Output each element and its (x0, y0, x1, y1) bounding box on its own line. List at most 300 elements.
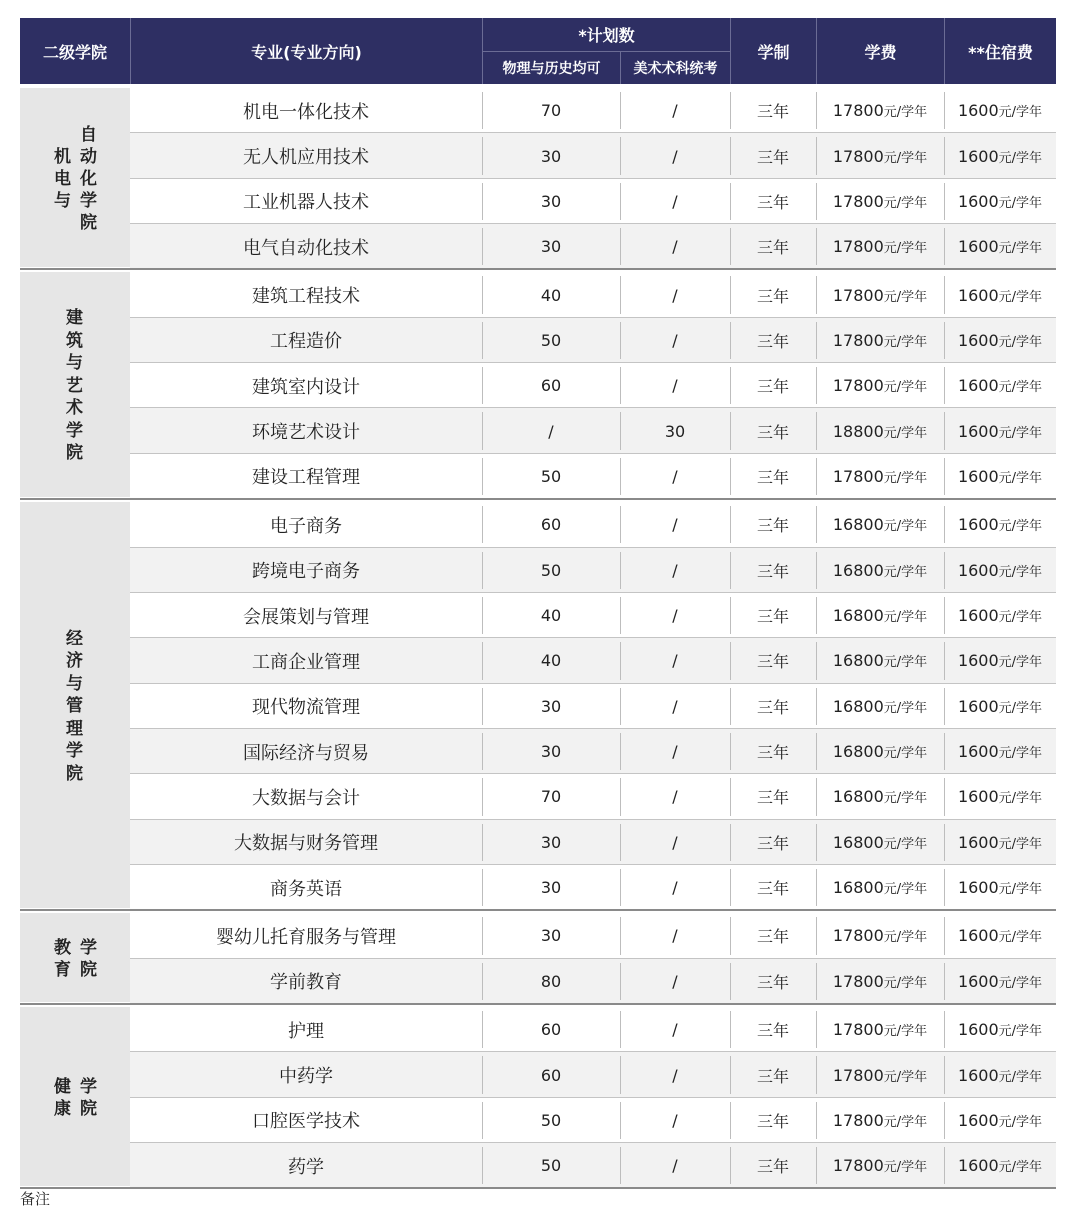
tuition-amount: 16800 (832, 606, 884, 626)
fee-unit: 元/学年 (883, 975, 928, 991)
fee-unit: 元/学年 (883, 105, 928, 121)
column-divider (482, 733, 483, 770)
college-char: 济 (66, 651, 83, 672)
cell-dorm (944, 684, 1056, 729)
header-college: 二级学院 (20, 18, 130, 84)
cell-tuition (816, 684, 944, 729)
cell-plan1: 60 (540, 376, 562, 396)
dorm-amount: 1600 (957, 560, 999, 580)
column-divider (944, 917, 945, 954)
cell-plan1: 50 (540, 1110, 562, 1130)
column-divider (730, 506, 731, 543)
header-dorm-fee: **住宿费 (944, 18, 1056, 84)
college-char: 理 (66, 718, 83, 739)
column-divider (944, 228, 945, 265)
column-divider (816, 458, 817, 495)
dorm-amount: 1600 (957, 832, 999, 852)
column-divider (730, 917, 731, 954)
table-row (130, 1007, 1056, 1052)
fee-unit: 元/学年 (883, 746, 928, 762)
column-divider (730, 1147, 731, 1184)
fee-unit: 元/学年 (998, 610, 1043, 626)
cell-tuition (816, 1007, 944, 1052)
cell-major: 会展策划与管理 (243, 606, 369, 628)
tuition-amount: 17800 (832, 1110, 884, 1130)
cell-plan1: 60 (540, 1065, 562, 1085)
dorm-amount: 1600 (957, 1020, 999, 1040)
cell-tuition (816, 1052, 944, 1097)
fee-unit: 元/学年 (998, 380, 1043, 396)
table-row (130, 363, 1056, 408)
column-divider (944, 869, 945, 906)
cell-dorm (944, 1052, 1056, 1097)
column-divider (944, 642, 945, 679)
cell-duration: 三年 (756, 331, 789, 351)
cell-plan2: / (672, 376, 678, 396)
column-divider (482, 412, 483, 449)
college-char: 学 (66, 741, 83, 762)
column-divider (620, 1011, 621, 1048)
column-divider (620, 688, 621, 725)
column-divider (620, 1147, 621, 1184)
college-char: 经 (66, 628, 83, 649)
dorm-amount: 1600 (957, 146, 999, 166)
cell-major: 电气自动化技术 (243, 237, 369, 259)
tuition-amount: 17800 (832, 971, 884, 991)
cell-dorm (944, 454, 1056, 499)
table-row (130, 454, 1056, 499)
college-char: 学 (80, 1076, 97, 1097)
cell-dorm (944, 1098, 1056, 1143)
column-divider (482, 642, 483, 679)
cell-tuition (816, 88, 944, 133)
college-char: 与 (66, 353, 83, 374)
tuition-amount: 17800 (832, 146, 884, 166)
fee-unit: 元/学年 (883, 470, 928, 486)
cell-plan1: 50 (540, 1156, 562, 1176)
college-label (20, 913, 130, 1002)
cell-major: 学前教育 (270, 972, 342, 994)
tuition-amount: 16800 (832, 742, 884, 762)
fee-unit: 元/学年 (883, 836, 928, 852)
column-divider (730, 137, 731, 174)
column-divider (816, 778, 817, 815)
cell-duration: 三年 (756, 102, 789, 122)
dorm-amount: 1600 (957, 742, 999, 762)
cell-tuition (816, 548, 944, 593)
table-row (130, 638, 1056, 683)
cell-major: 机电一体化技术 (243, 101, 369, 123)
college-char: 术 (66, 398, 83, 419)
column-divider (944, 276, 945, 313)
cell-plan2: / (672, 466, 678, 486)
column-divider (944, 824, 945, 861)
dorm-amount: 1600 (957, 515, 999, 535)
column-divider (730, 458, 731, 495)
cell-tuition (816, 593, 944, 638)
column-divider (944, 183, 945, 220)
column-divider (944, 1102, 945, 1139)
column-divider (730, 824, 731, 861)
column-divider (944, 1011, 945, 1048)
column-divider (730, 183, 731, 220)
cell-dorm (944, 865, 1056, 910)
tuition-amount: 18800 (832, 421, 884, 441)
cell-major: 工业机器人技术 (243, 192, 369, 214)
cell-duration: 三年 (756, 467, 789, 487)
cell-dorm (944, 593, 1056, 638)
table-row (130, 913, 1056, 958)
cell-duration: 三年 (756, 879, 789, 899)
cell-dorm (944, 133, 1056, 178)
group-divider (20, 1003, 1056, 1005)
cell-major: 护理 (288, 1020, 324, 1042)
cell-dorm (944, 88, 1056, 133)
cell-duration: 三年 (756, 192, 789, 212)
fee-unit: 元/学年 (998, 1069, 1043, 1085)
column-divider (944, 506, 945, 543)
column-divider (482, 322, 483, 359)
column-divider (620, 458, 621, 495)
cell-plan2: / (672, 1020, 678, 1040)
cell-dorm (944, 1007, 1056, 1052)
dorm-amount: 1600 (957, 606, 999, 626)
dorm-amount: 1600 (957, 787, 999, 807)
college-char: 学 (80, 937, 97, 958)
column-divider (816, 322, 817, 359)
column-divider (482, 778, 483, 815)
cell-major: 跨境电子商务 (252, 561, 360, 583)
fee-unit: 元/学年 (883, 564, 928, 580)
cell-plan2: / (672, 787, 678, 807)
cell-major: 商务英语 (270, 878, 342, 900)
fee-unit: 元/学年 (998, 470, 1043, 486)
column-divider (620, 642, 621, 679)
cell-plan1: 80 (540, 971, 562, 991)
dorm-amount: 1600 (957, 1065, 999, 1085)
column-divider (730, 869, 731, 906)
cell-plan2: / (672, 878, 678, 898)
fee-unit: 元/学年 (998, 105, 1043, 121)
table-row (130, 959, 1056, 1004)
cell-duration: 三年 (756, 147, 789, 167)
college-char: 康 (54, 1098, 71, 1119)
column-divider (482, 869, 483, 906)
cell-plan2: / (672, 560, 678, 580)
cell-duration: 三年 (756, 743, 789, 763)
footer-note: 备注 (20, 1190, 51, 1208)
fee-unit: 元/学年 (883, 289, 928, 305)
college-char: 学 (80, 190, 97, 211)
cell-duration: 三年 (756, 561, 789, 581)
cell-dorm (944, 1143, 1056, 1188)
dorm-amount: 1600 (957, 926, 999, 946)
column-divider (482, 276, 483, 313)
cell-major: 中药学 (279, 1066, 333, 1088)
column-divider (730, 92, 731, 129)
column-divider (816, 367, 817, 404)
college-char: 自 (80, 124, 97, 145)
college-char: 院 (80, 959, 97, 980)
fee-unit: 元/学年 (998, 150, 1043, 166)
college-char: 与 (54, 190, 71, 211)
fee-unit: 元/学年 (883, 1160, 928, 1176)
cell-plan2: / (672, 330, 678, 350)
column-divider (620, 183, 621, 220)
column-divider (730, 778, 731, 815)
table-row (130, 502, 1056, 547)
column-divider (482, 228, 483, 265)
fee-unit: 元/学年 (998, 195, 1043, 211)
tuition-amount: 17800 (832, 191, 884, 211)
cell-plan2: / (672, 515, 678, 535)
column-divider (620, 552, 621, 589)
column-divider (620, 824, 621, 861)
cell-major: 大数据与会计 (252, 787, 360, 809)
tuition-amount: 17800 (832, 376, 884, 396)
fee-unit: 元/学年 (883, 334, 928, 350)
cell-plan1: 30 (540, 878, 562, 898)
cell-tuition (816, 179, 944, 224)
fee-unit: 元/学年 (998, 241, 1043, 257)
column-divider (944, 552, 945, 589)
cell-plan2: / (672, 696, 678, 716)
column-divider (620, 597, 621, 634)
cell-dorm (944, 820, 1056, 865)
column-divider (482, 1011, 483, 1048)
fee-unit: 元/学年 (883, 519, 928, 535)
cell-plan1: 60 (540, 515, 562, 535)
cell-major: 建设工程管理 (252, 467, 360, 489)
cell-dorm (944, 774, 1056, 819)
table-row (130, 224, 1056, 269)
cell-duration: 三年 (756, 833, 789, 853)
column-divider (730, 228, 731, 265)
college-label (20, 1007, 130, 1186)
column-divider (482, 458, 483, 495)
column-divider (730, 1056, 731, 1093)
column-divider (482, 1056, 483, 1093)
cell-duration: 三年 (756, 1066, 789, 1086)
cell-plan2: / (672, 1065, 678, 1085)
college-char: 电 (54, 168, 71, 189)
column-divider (944, 367, 945, 404)
cell-dorm (944, 224, 1056, 269)
column-divider (944, 322, 945, 359)
cell-duration: 三年 (756, 788, 789, 808)
group-divider (20, 268, 1056, 270)
college-char: 机 (54, 146, 71, 167)
cell-major: 建筑室内设计 (252, 376, 360, 398)
cell-major: 现代物流管理 (252, 697, 360, 719)
cell-plan2: / (672, 146, 678, 166)
dorm-amount: 1600 (957, 971, 999, 991)
cell-duration: 三年 (756, 927, 789, 947)
cell-tuition (816, 318, 944, 363)
cell-plan1: 60 (540, 1020, 562, 1040)
column-divider (620, 1102, 621, 1139)
header-major: 专业(专业方向) (130, 18, 482, 84)
column-divider (620, 869, 621, 906)
cell-dorm (944, 502, 1056, 547)
cell-major: 建筑工程技术 (252, 286, 360, 308)
column-divider (944, 733, 945, 770)
tuition-amount: 16800 (832, 878, 884, 898)
column-divider (730, 1102, 731, 1139)
dorm-amount: 1600 (957, 466, 999, 486)
cell-major: 工商企业管理 (252, 651, 360, 673)
cell-dorm (944, 913, 1056, 958)
fee-unit: 元/学年 (998, 1114, 1043, 1130)
cell-plan1: 30 (540, 237, 562, 257)
cell-tuition (816, 272, 944, 317)
column-divider (620, 733, 621, 770)
column-divider (944, 92, 945, 129)
cell-plan2: 30 (664, 421, 686, 441)
cell-plan2: / (672, 1110, 678, 1130)
column-divider (816, 733, 817, 770)
column-divider (944, 458, 945, 495)
fee-unit: 元/学年 (998, 289, 1043, 305)
tuition-amount: 17800 (832, 237, 884, 257)
cell-plan1: 30 (540, 926, 562, 946)
column-divider (816, 963, 817, 1000)
cell-plan2: / (672, 191, 678, 211)
column-divider (620, 228, 621, 265)
column-divider (620, 917, 621, 954)
cell-dorm (944, 272, 1056, 317)
tuition-amount: 16800 (832, 787, 884, 807)
dorm-amount: 1600 (957, 696, 999, 716)
fee-unit: 元/学年 (883, 610, 928, 626)
column-divider (944, 412, 945, 449)
fee-unit: 元/学年 (998, 700, 1043, 716)
column-divider (730, 688, 731, 725)
column-divider (730, 412, 731, 449)
college-char: 建 (66, 308, 83, 329)
college-char: 学 (66, 420, 83, 441)
cell-dorm (944, 548, 1056, 593)
group-divider (20, 1187, 1056, 1189)
cell-major: 无人机应用技术 (243, 147, 369, 169)
cell-major: 药学 (288, 1156, 324, 1178)
column-divider (816, 1147, 817, 1184)
cell-tuition (816, 1143, 944, 1188)
cell-plan1: 40 (540, 606, 562, 626)
column-divider (944, 778, 945, 815)
table-row (130, 318, 1056, 363)
table-row (130, 1052, 1056, 1097)
fee-unit: 元/学年 (883, 1024, 928, 1040)
fee-unit: 元/学年 (883, 791, 928, 807)
column-divider (482, 824, 483, 861)
column-divider (816, 597, 817, 634)
table-row (130, 729, 1056, 774)
table-row (130, 1098, 1056, 1143)
column-divider (482, 552, 483, 589)
fee-unit: 元/学年 (883, 241, 928, 257)
column-divider (730, 733, 731, 770)
fee-unit: 元/学年 (883, 1114, 928, 1130)
column-divider (482, 597, 483, 634)
college-char: 化 (80, 168, 97, 189)
cell-plan1: 40 (540, 651, 562, 671)
cell-plan1: 30 (540, 146, 562, 166)
column-divider (482, 688, 483, 725)
column-divider (620, 92, 621, 129)
fee-unit: 元/学年 (998, 1160, 1043, 1176)
table-row (130, 820, 1056, 865)
column-divider (730, 367, 731, 404)
college-char: 院 (66, 443, 83, 464)
column-divider (816, 552, 817, 589)
cell-plan1: 30 (540, 832, 562, 852)
tuition-amount: 16800 (832, 560, 884, 580)
cell-plan2: / (672, 1156, 678, 1176)
column-divider (620, 963, 621, 1000)
column-divider (482, 506, 483, 543)
table-row (130, 272, 1056, 317)
dorm-amount: 1600 (957, 330, 999, 350)
cell-tuition (816, 363, 944, 408)
college-char: 与 (66, 673, 83, 694)
column-divider (816, 688, 817, 725)
cell-plan1: / (548, 421, 554, 441)
cell-dorm (944, 959, 1056, 1004)
dorm-amount: 1600 (957, 191, 999, 211)
column-divider (816, 276, 817, 313)
column-divider (482, 963, 483, 1000)
cell-major: 口腔医学技术 (252, 1111, 360, 1133)
column-divider (816, 183, 817, 220)
column-divider (816, 412, 817, 449)
column-divider (730, 322, 731, 359)
fee-unit: 元/学年 (883, 425, 928, 441)
column-divider (620, 322, 621, 359)
cell-tuition (816, 408, 944, 453)
column-divider (816, 917, 817, 954)
cell-major: 工程造价 (270, 331, 342, 353)
column-divider (816, 1011, 817, 1048)
cell-plan1: 70 (540, 787, 562, 807)
fee-unit: 元/学年 (998, 425, 1043, 441)
cell-duration: 三年 (756, 652, 789, 672)
cell-tuition (816, 913, 944, 958)
fee-unit: 元/学年 (998, 930, 1043, 946)
column-divider (482, 183, 483, 220)
column-divider (730, 1011, 731, 1048)
cell-dorm (944, 318, 1056, 363)
column-divider (620, 367, 621, 404)
column-divider (620, 137, 621, 174)
column-divider (944, 1056, 945, 1093)
tuition-amount: 16800 (832, 515, 884, 535)
column-divider (816, 869, 817, 906)
cell-tuition (816, 502, 944, 547)
tuition-amount: 16800 (832, 651, 884, 671)
college-label (20, 502, 130, 908)
fee-unit: 元/学年 (998, 791, 1043, 807)
cell-duration: 三年 (756, 516, 789, 536)
tuition-amount: 17800 (832, 1065, 884, 1085)
column-divider (730, 276, 731, 313)
dorm-amount: 1600 (957, 651, 999, 671)
column-divider (482, 1102, 483, 1139)
cell-dorm (944, 408, 1056, 453)
cell-plan2: / (672, 606, 678, 626)
cell-tuition (816, 959, 944, 1004)
fee-unit: 元/学年 (883, 150, 928, 166)
